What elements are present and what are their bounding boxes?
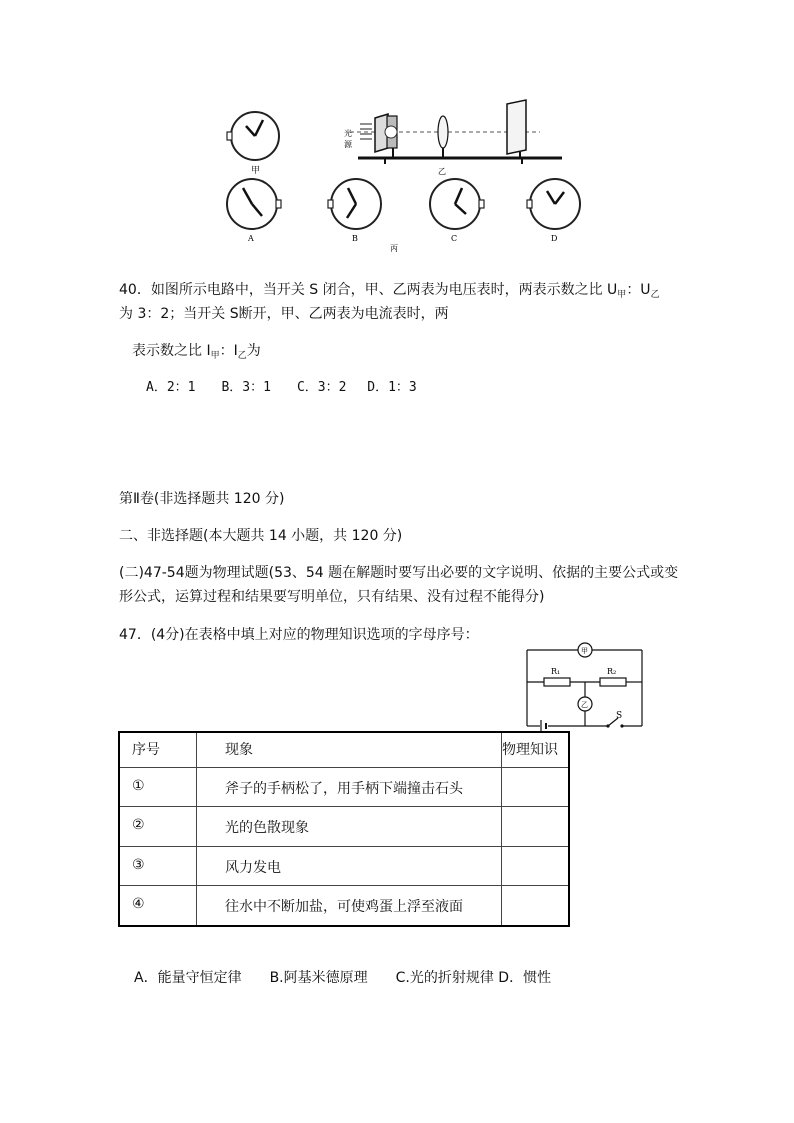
row-knowledge-answer[interactable] bbox=[502, 767, 570, 807]
header-phenomenon: 现象 bbox=[197, 732, 502, 767]
q40-options: A．2：1 B．3：1 C．3：2 D．1：3 bbox=[146, 380, 417, 395]
options-caption: 丙 bbox=[390, 244, 398, 253]
row-phenomenon: 斧子的手柄松了，用手柄下端撞击石头 bbox=[197, 767, 502, 807]
r2-label: R₂ bbox=[607, 667, 617, 676]
q40-sub-jia: 甲 bbox=[210, 351, 220, 361]
light-source-label: 光 bbox=[344, 129, 352, 138]
row-knowledge-answer[interactable] bbox=[502, 807, 570, 847]
row-knowledge-answer[interactable] bbox=[502, 846, 570, 886]
row-index: ① bbox=[119, 767, 197, 807]
clock-optics-figure bbox=[210, 96, 590, 256]
option-label-a: A bbox=[248, 234, 254, 243]
q47-choices: A．能量守恒定律 B.阿基米德原理 C.光的折射规律 D．惯性 bbox=[134, 970, 552, 986]
q40-line2: 为 3：2；当开关 S断开，甲、乙两表为电流表时，两 bbox=[119, 306, 449, 322]
row-index: ③ bbox=[119, 846, 197, 886]
option-label-b: B bbox=[352, 234, 358, 243]
row-index: ④ bbox=[119, 886, 197, 926]
physics-table bbox=[118, 731, 570, 927]
section-note-line2: 形公式，运算过程和结果要写明单位，只有结果、没有过程不能得分) bbox=[119, 589, 545, 605]
row-phenomenon: 光的色散现象 bbox=[197, 807, 502, 847]
table-row bbox=[119, 846, 569, 886]
optical-bench bbox=[350, 100, 562, 164]
clock-jia-label: 甲 bbox=[251, 166, 261, 176]
header-index: 序号 bbox=[119, 732, 197, 767]
clock-option-b bbox=[328, 179, 381, 229]
option-label-c: C bbox=[451, 234, 458, 243]
meter-jia-label: 甲 bbox=[581, 647, 588, 655]
table-row bbox=[119, 807, 569, 847]
clock-option-c bbox=[430, 179, 484, 229]
table-row bbox=[119, 886, 569, 926]
q47-title: 47．(4分)在表格中填上对应的物理知识选项的字母序号： bbox=[119, 627, 479, 643]
resistor-r2 bbox=[600, 678, 626, 686]
volume-title: 第Ⅱ卷(非选择题共 120 分) bbox=[119, 491, 285, 507]
q40-line1: 40．如图所示电路中，当开关 S 闭合，甲、乙两表为电压表时，两表示数之比 $U_甲$：$U_乙$ bbox=[119, 282, 660, 300]
row-knowledge-answer[interactable] bbox=[502, 886, 570, 926]
bench-label: 乙 bbox=[438, 167, 446, 176]
option-label-d: D bbox=[551, 234, 558, 243]
table-row bbox=[119, 767, 569, 807]
q40-line3: 表示数之比 $I_甲$：$I_乙$为 bbox=[132, 343, 261, 361]
r1-label: R₁ bbox=[551, 667, 561, 676]
switch-label: S bbox=[616, 711, 623, 721]
row-phenomenon: 风力发电 bbox=[197, 846, 502, 886]
header-knowledge: 物理知识 bbox=[502, 732, 570, 767]
clock-option-a bbox=[227, 179, 281, 229]
row-index: ② bbox=[119, 807, 197, 847]
section-note-line1: (二)47-54题为物理试题(53、54 题在解题时要写出必要的文字说明、依据的主要公式或变 bbox=[119, 565, 679, 581]
meter-yi-label: 乙 bbox=[581, 701, 588, 709]
part-title: 二、非选择题(本大题共 14 小题，共 120 分) bbox=[119, 528, 403, 544]
circuit-diagram bbox=[522, 638, 648, 736]
row-phenomenon: 往水中不断加盐，可使鸡蛋上浮至液面 bbox=[197, 886, 502, 926]
resistor-r1 bbox=[544, 678, 570, 686]
light-source-label-2: 源 bbox=[344, 140, 352, 149]
clock-jia bbox=[227, 112, 279, 160]
q40-sub-yi: 乙 bbox=[237, 351, 247, 361]
table-header-row bbox=[119, 732, 569, 767]
clock-option-d bbox=[527, 179, 580, 229]
